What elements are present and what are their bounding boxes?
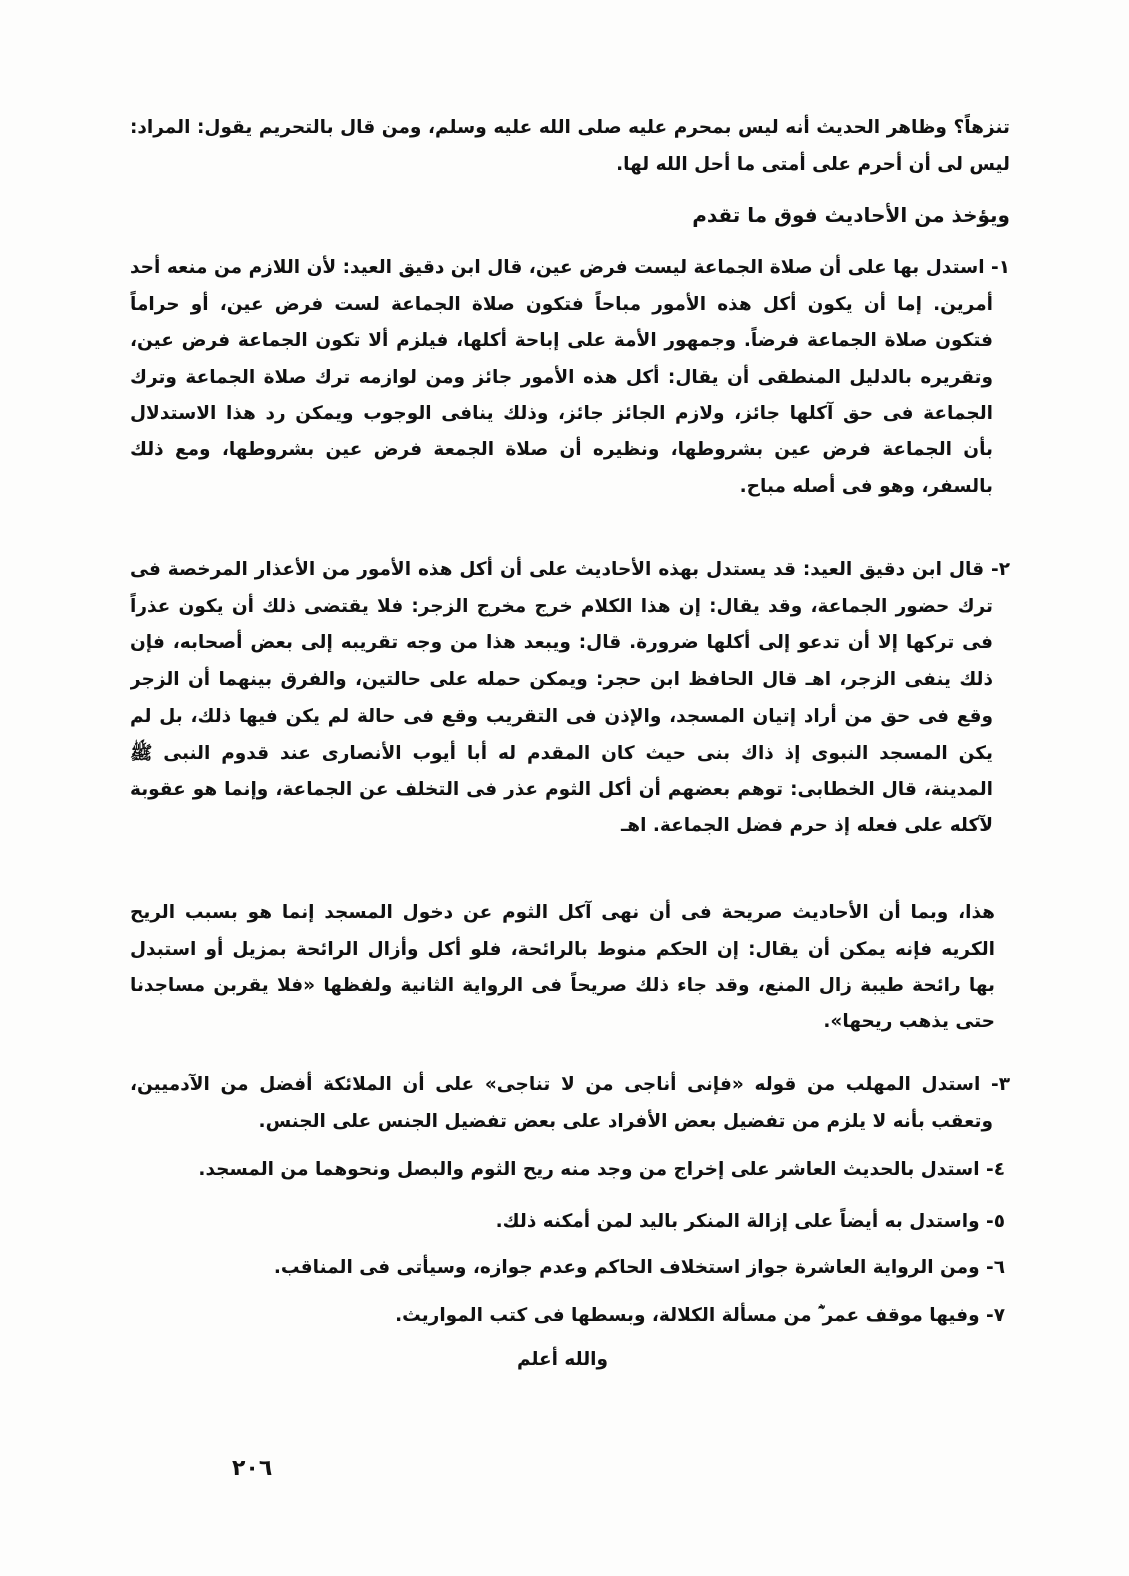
closing-line: والله أعلم — [516, 1349, 608, 1370]
paragraph-line: بها رائحة طيبة زال المنع، وقد جاء ذلك صريحاً فى الرواية الثانية ولفظها «فلا يقربن مساجدنا — [130, 975, 995, 996]
page-number: ٢٠٦ — [232, 1456, 273, 1481]
item-1-line: فتكون صلاة الجماعة فرضاً. وجمهور الأمة على إباحة أكلها، فيلزم ألا تكون الجماعة فرض عين، — [130, 330, 993, 351]
item-2-line: وقع فى حق من أراد إتيان المسجد، والإذن فى التقريب وقع فى حالة لم يكن فيها ذلك، بل لم — [130, 706, 993, 727]
item-1-line: ١- استدل بها على أن صلاة الجماعة ليست فرض عين، قال ابن دقيق العيد: لأن اللازم من منعه أحد — [130, 257, 1010, 278]
item-2-line: ترك حضور الجماعة، وقد يقال: إن هذا الكلام خرج مخرج الزجر: فلا يقتضى ذلك أن يكون عذراً — [130, 596, 993, 617]
item-2-line: المدينة، قال الخطابى: توهم بعضهم أن أكل الثوم عذر فى التخلف عن الجماعة، وإنما هو عقوبة — [130, 779, 993, 800]
paragraph-line: هذا، وبما أن الأحاديث صريحة فى أن نهى آكل الثوم عن دخول المسجد إنما هو بسبب الريح — [130, 902, 995, 923]
item-5-line: ٥- واستدل به أيضاً على إزالة المنكر باليد لمن أمكنه ذلك. — [495, 1211, 1005, 1232]
item-1-line: بالسفر، وهو فى أصله مباح. — [739, 476, 993, 497]
item-1-line: أمرين. إما أن يكون أكل هذه الأمور مباحاً فتكون صلاة الجماعة لست فرض عين، أو حراماً — [130, 294, 993, 315]
item-3-line: وتعقب بأنه لا يلزم من تفضيل بعض الأفراد على بعض تفضيل الجنس على الجنس. — [258, 1111, 993, 1132]
item-7-line: ٧- وفيها موقف عمر ؓ من مسألة الكلالة، وبسطها فى كتب المواريث. — [395, 1305, 1005, 1326]
item-4-line: ٤- استدل بالحديث العاشر على إخراج من وجد منه ريح الثوم والبصل ونحوهما من المسجد. — [198, 1159, 1005, 1180]
item-6-line: ٦- ومن الرواية العاشرة جواز استخلاف الحاكم وعدم جوازه، وسيأتى فى المناقب. — [273, 1257, 1005, 1278]
item-2-line: ذلك ينفى الزجر، اهـ قال الحافظ ابن حجر: ويمكن حمله على حالتين، والفرق بينهما أن الزجر — [130, 669, 993, 690]
item-1-line: الجماعة فى حق آكلها جائز، ولازم الجائز جائز، وذلك ينافى الوجوب ويمكن رد هذا الاستدلال — [130, 403, 993, 424]
item-2-line: ٢- قال ابن دقيق العيد: قد يستدل بهذه الأحاديث على أن أكل هذه الأمور من الأعذار المرخصة فى — [130, 559, 1010, 580]
intro-line: تنزهاً؟ وظاهر الحديث أنه ليس بمحرم عليه صلى الله عليه وسلم، ومن قال بالتحريم يقول: المراد: — [130, 117, 1010, 138]
intro-line: ليس لى أن أحرم على أمتى ما أحل الله لها. — [616, 154, 1010, 175]
item-1-line: وتقريره بالدليل المنطقى أن يقال: أكل هذه الأمور جائز ومن لوازمه ترك صلاة الجماعة وترك — [130, 367, 993, 388]
item-1-line: بأن الجماعة فرض عين بشروطها، ونظيره أن صلاة الجمعة فرض عين بشروطها، ومع ذلك — [130, 439, 993, 460]
item-2-line: لآكله على فعله إذ حرم فضل الجماعة. اهـ — [620, 815, 993, 836]
item-3-line: ٣- استدل المهلب من قوله «فإنى أناجى من لا تناجى» على أن الملائكة أفضل من الآدميين، — [130, 1074, 1010, 1095]
section-heading: ويؤخذ من الأحاديث فوق ما تقدم — [692, 203, 1010, 227]
item-2-line: فى تركها إلا أن تدعو إلى أكلها ضرورة. قال: ويبعد هذا من وجه تقريبه إلى بعض أصحابه، فإن — [130, 632, 993, 653]
paragraph-line: حتى يذهب ريحها». — [823, 1011, 995, 1032]
item-2-line: يكن المسجد النبوى إذ ذاك بنى حيث كان المقدم له أبا أيوب الأنصارى عند قدوم النبى ﷺ — [130, 743, 993, 764]
paragraph-line: الكريه فإنه يمكن أن يقال: إن الحكم منوط بالرائحة، فلو أكل وأزال الرائحة بمزيل أو استبدل — [130, 939, 995, 960]
